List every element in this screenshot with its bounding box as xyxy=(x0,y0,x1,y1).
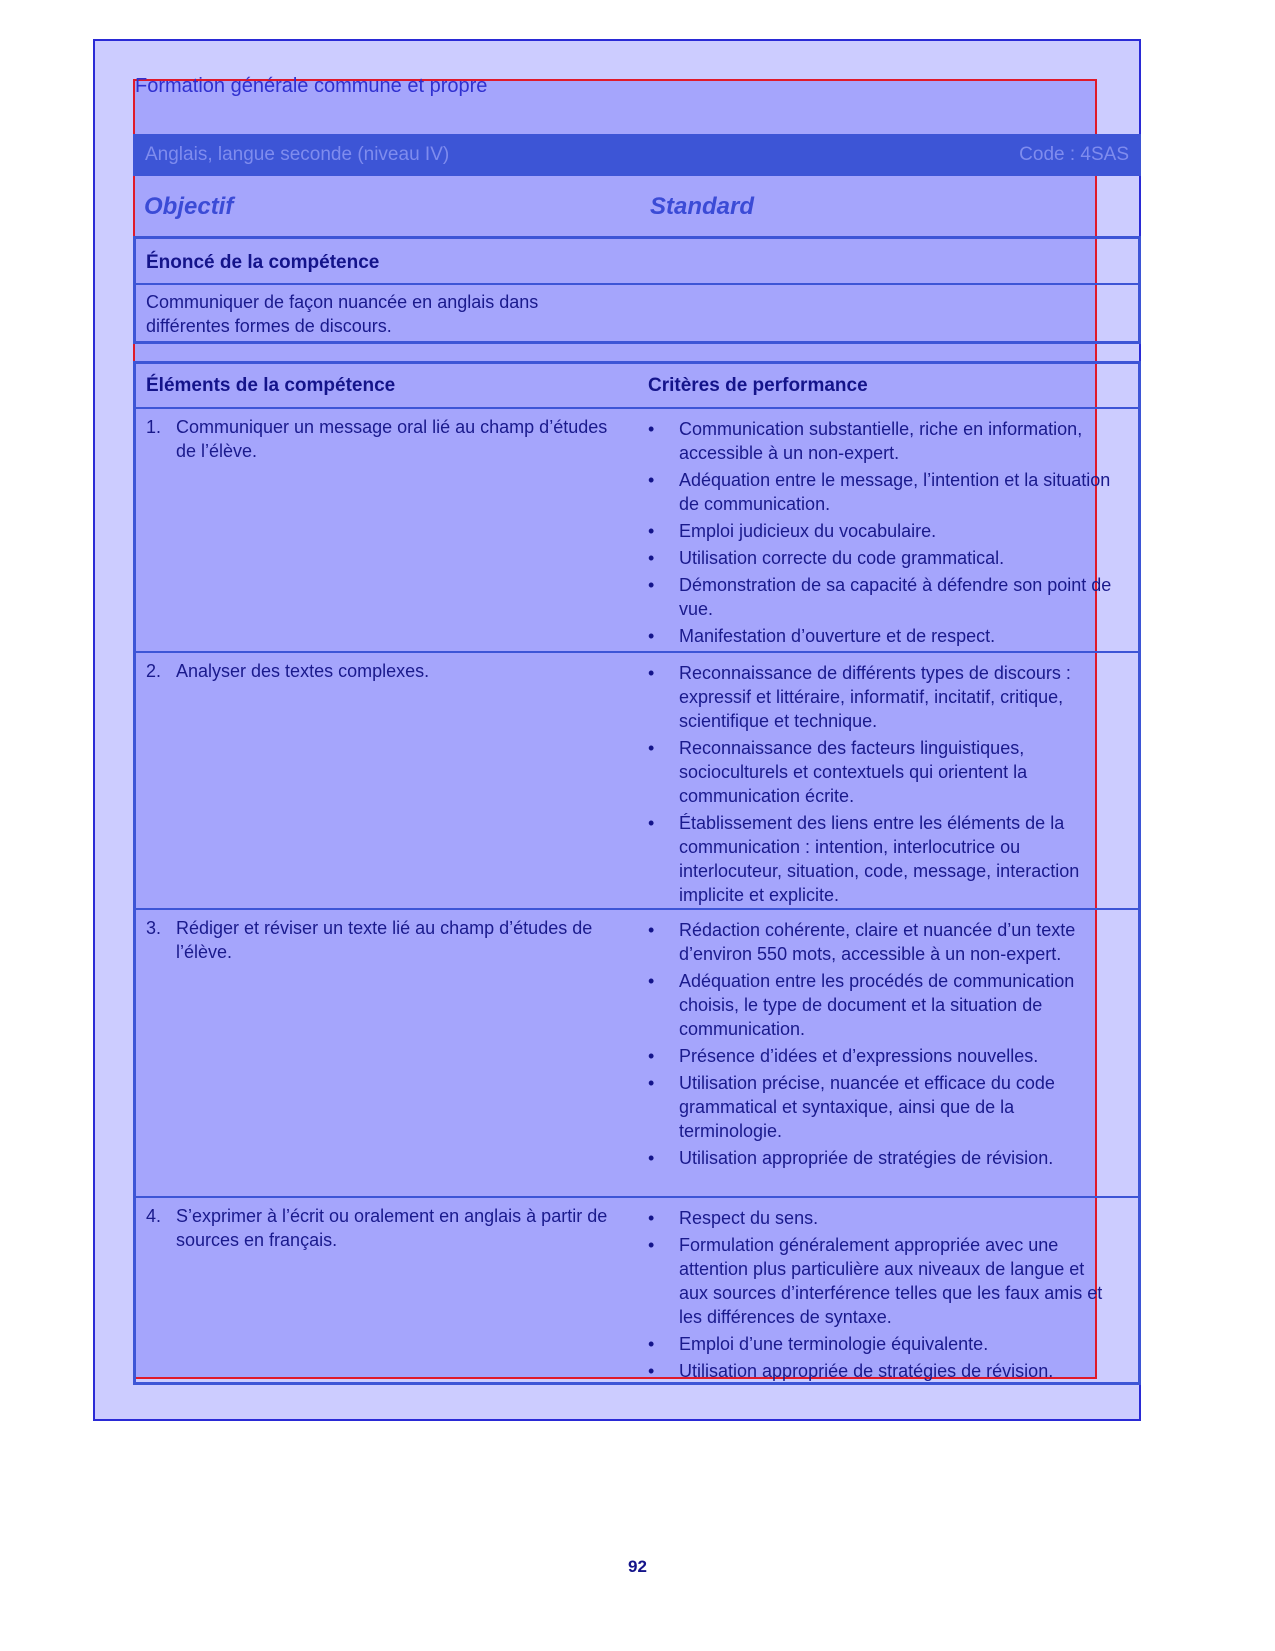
list-item xyxy=(648,969,1118,1041)
list-item xyxy=(648,573,1118,621)
list-item xyxy=(648,1206,1118,1230)
course-code: Code : 4SAS xyxy=(1019,144,1129,165)
criteria-list xyxy=(648,661,1118,910)
course-label: Anglais, langue seconde (niveau IV) xyxy=(145,144,450,165)
bullet-icon: • xyxy=(648,738,655,758)
criteria-list xyxy=(648,1206,1118,1386)
criterion-text: Établissement des liens entre les éléments de la communication : intention, interlocutrice ou interlocuteur, situation, code, message, interaction implicite et explicite. xyxy=(679,813,1080,905)
bullet-icon: • xyxy=(648,663,655,683)
bullet-icon: • xyxy=(648,521,655,541)
list-item xyxy=(648,468,1118,516)
bullet-icon: • xyxy=(648,1148,655,1168)
list-item xyxy=(648,1044,1118,1068)
table-row xyxy=(136,653,1138,910)
bullet-icon: • xyxy=(648,470,655,490)
bullet-icon: • xyxy=(648,1334,655,1354)
competence-table xyxy=(133,361,1141,1385)
criterion-text: Adéquation entre le message, l’intention et la situation de communication. xyxy=(679,470,1111,514)
element-number: 2. xyxy=(146,661,162,681)
element-number: 1. xyxy=(146,417,162,437)
bullet-icon: • xyxy=(648,548,655,568)
objectif-heading: Objectif xyxy=(144,193,234,220)
table-row xyxy=(136,409,1138,653)
standard-heading: Standard xyxy=(650,193,755,220)
list-item xyxy=(648,1233,1118,1329)
bullet-icon: • xyxy=(648,575,655,595)
bullet-icon: • xyxy=(648,626,655,646)
page-number: 92 xyxy=(628,1557,647,1576)
criterion-text: Reconnaissance de différents types de discours : expressif et littéraire, informatif, incitatif, critique, scientifique et technique. xyxy=(679,663,1071,731)
criterion-text: Utilisation correcte du code grammatical. xyxy=(679,548,1005,568)
list-item xyxy=(648,736,1118,808)
criterion-text: Rédaction cohérente, claire et nuancée d’un texte d’environ 550 mots, accessible à un non-expert. xyxy=(679,920,1076,964)
criteria-list xyxy=(648,417,1118,651)
criteria-header: Critères de performance xyxy=(648,375,868,396)
course-band xyxy=(133,134,1141,176)
bullet-icon: • xyxy=(648,419,655,439)
criterion-text: Utilisation précise, nuancée et efficace du code grammatical et syntaxique, ainsi que de la terminologie. xyxy=(679,1073,1055,1141)
enonce-label-row xyxy=(136,239,1138,285)
list-item xyxy=(648,811,1118,907)
elements-header: Éléments de la compétence xyxy=(146,375,396,396)
criterion-text: Manifestation d’ouverture et de respect. xyxy=(679,626,996,646)
table-row xyxy=(136,1198,1138,1382)
table-row xyxy=(136,910,1138,1198)
list-item xyxy=(648,1146,1118,1170)
criterion-text: Démonstration de sa capacité à défendre son point de vue. xyxy=(679,575,1112,619)
criterion-text: Adéquation entre les procédés de communication choisis, le type de document et la situation de communication. xyxy=(679,971,1075,1039)
list-item xyxy=(648,519,1118,543)
element-text: S’exprimer à l’écrit ou oralement en anglais à partir de sources en français. xyxy=(176,1206,608,1250)
criterion-text: Utilisation appropriée de stratégies de révision. xyxy=(679,1361,1054,1381)
list-item xyxy=(648,661,1118,733)
bullet-icon: • xyxy=(648,920,655,940)
enonce-box xyxy=(133,236,1141,344)
criterion-text: Respect du sens. xyxy=(679,1208,819,1228)
enonce-text: Communiquer de façon nuancée en anglais dans différentes formes de discours. xyxy=(146,292,539,336)
criterion-text: Emploi judicieux du vocabulaire. xyxy=(679,521,937,541)
criterion-text: Reconnaissance des facteurs linguistiques, socioculturels et contextuels qui orientent la communication écrite. xyxy=(679,738,1028,806)
list-item xyxy=(648,1071,1118,1143)
criteria-list xyxy=(648,918,1118,1173)
criterion-text: Communication substantielle, riche en information, accessible à un non-expert. xyxy=(679,419,1083,463)
enonce-label: Énoncé de la compétence xyxy=(146,252,380,273)
list-item xyxy=(648,1359,1118,1383)
element-number: 3. xyxy=(146,918,162,938)
list-item xyxy=(648,1332,1118,1356)
element-text: Rédiger et réviser un texte lié au champ d’études de l’élève. xyxy=(176,918,593,962)
criterion-text: Formulation généralement appropriée avec une attention plus particulière aux niveaux de langue et aux sources d’interférence telles que les faux amis et les différences de syntaxe. xyxy=(679,1235,1103,1327)
bullet-icon: • xyxy=(648,1208,655,1228)
bullet-icon: • xyxy=(648,971,655,991)
bullet-icon: • xyxy=(648,1073,655,1093)
table-header-row xyxy=(136,364,1138,409)
criterion-text: Présence d’idées et d’expressions nouvelles. xyxy=(679,1046,1039,1066)
list-item xyxy=(648,546,1118,570)
element-number: 4. xyxy=(146,1206,162,1226)
element-text: Analyser des textes complexes. xyxy=(176,661,430,681)
element-text: Communiquer un message oral lié au champ d’études de l’élève. xyxy=(176,417,608,461)
bullet-icon: • xyxy=(648,1235,655,1255)
section-title: Formation générale commune et propre xyxy=(135,75,488,97)
bullet-icon: • xyxy=(648,1046,655,1066)
list-item xyxy=(648,624,1118,648)
list-item xyxy=(648,918,1118,966)
criterion-text: Utilisation appropriée de stratégies de révision. xyxy=(679,1148,1054,1168)
bullet-icon: • xyxy=(648,1361,655,1381)
enonce-text-row xyxy=(136,285,1138,341)
list-item xyxy=(648,417,1118,465)
criterion-text: Emploi d’une terminologie équivalente. xyxy=(679,1334,989,1354)
bullet-icon: • xyxy=(648,813,655,833)
